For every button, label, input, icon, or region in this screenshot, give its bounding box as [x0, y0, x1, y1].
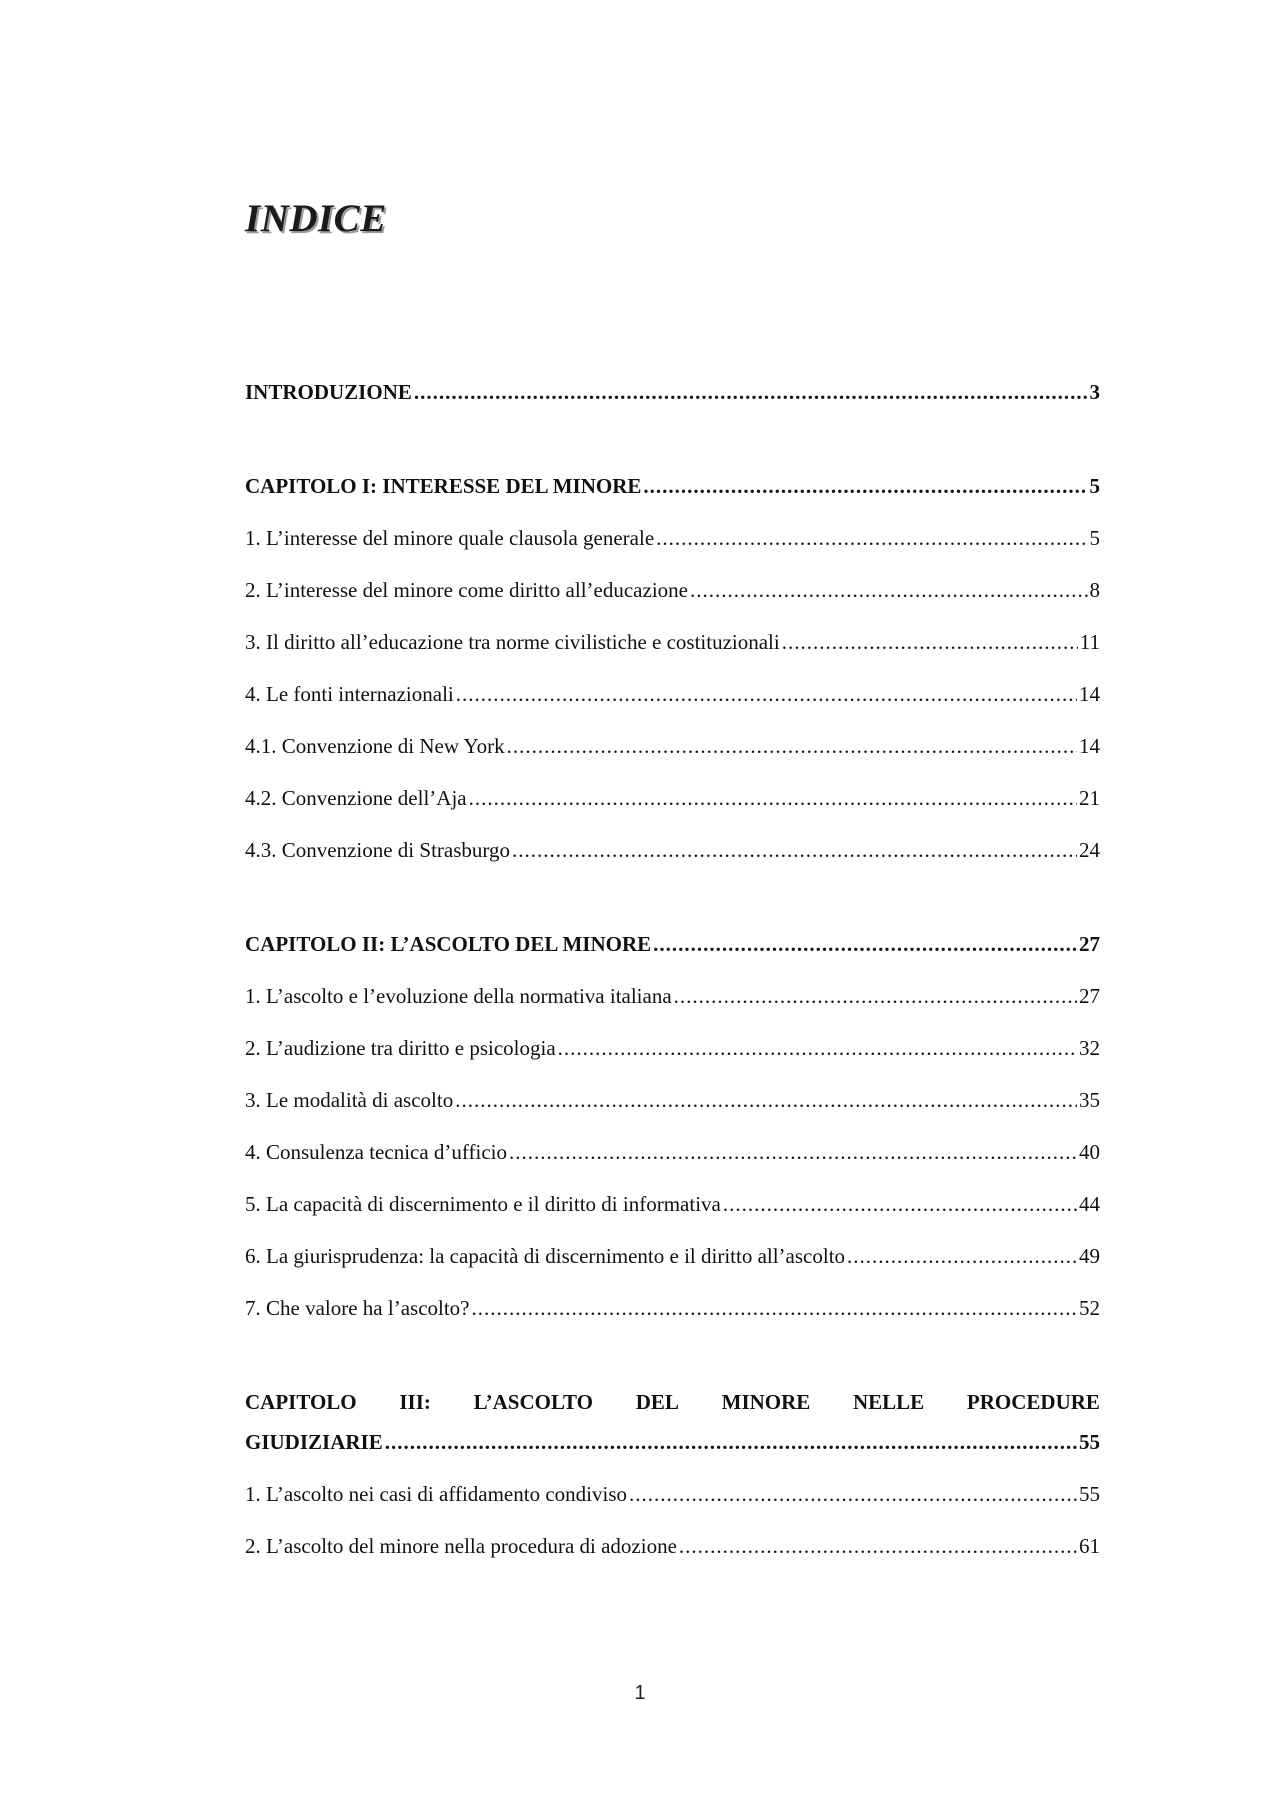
toc-entry-page: 8 — [1089, 578, 1100, 602]
heading-word: MINORE — [721, 1390, 811, 1414]
toc-entry-page: 35 — [1079, 1088, 1100, 1112]
toc-entry-label: 1. L’interesse del minore quale clausola generale — [245, 526, 655, 550]
dot-leader — [847, 1242, 1077, 1270]
toc-entry-chapter-1[interactable] — [245, 472, 1100, 500]
heading-word: CAPITOLO — [245, 1390, 357, 1414]
toc-entry-label: INTRODUZIONE — [245, 380, 412, 404]
toc-entry-section[interactable] — [245, 1086, 1100, 1114]
dot-leader — [385, 1428, 1077, 1456]
toc-entry-section[interactable] — [245, 784, 1100, 812]
heading-word: PROCEDURE — [966, 1390, 1100, 1414]
toc-entry-section[interactable] — [245, 1242, 1100, 1270]
dot-leader — [455, 1086, 1077, 1114]
dot-leader — [653, 930, 1077, 958]
toc-entry-label: 3. Le modalità di ascolto — [245, 1088, 454, 1112]
toc-entry-section[interactable] — [245, 836, 1100, 864]
dot-leader — [679, 1532, 1077, 1560]
toc-entry-label: 4.2. Convenzione dell’Aja — [245, 786, 467, 810]
toc-entry-section[interactable] — [245, 524, 1100, 552]
toc-entry-section[interactable] — [245, 982, 1100, 1010]
toc-entry-page: 27 — [1079, 984, 1100, 1008]
heading-word: III: — [399, 1390, 431, 1414]
toc-entry-page: 55 — [1079, 1482, 1100, 1506]
toc-entry-page: 14 — [1079, 682, 1100, 706]
toc-entry-label: 2. L’interesse del minore come diritto all’educazione — [245, 578, 688, 602]
dot-leader — [723, 1190, 1077, 1218]
dot-leader — [472, 1294, 1078, 1322]
dot-leader — [509, 1138, 1077, 1166]
toc-entry-page: 5 — [1089, 526, 1100, 550]
toc-entry-section[interactable] — [245, 732, 1100, 760]
toc-entry-page: 52 — [1079, 1296, 1100, 1320]
toc-entry-label: 4. Le fonti internazionali — [245, 682, 454, 706]
dot-leader — [690, 576, 1088, 604]
dot-leader — [629, 1480, 1077, 1508]
toc-entry-label: 6. La giurisprudenza: la capacità di discernimento e il diritto all’ascolto — [245, 1244, 846, 1268]
toc-entry-label: 5. La capacità di discernimento e il diritto di informativa — [245, 1192, 721, 1216]
toc-entry-section[interactable] — [245, 1294, 1100, 1322]
toc-entry-page: 32 — [1079, 1036, 1100, 1060]
dot-leader — [414, 378, 1088, 406]
toc-entry-label: 2. L’ascolto del minore nella procedura di adozione — [245, 1534, 677, 1558]
dot-leader — [456, 680, 1077, 708]
page-title: INDICE — [245, 197, 387, 240]
toc-entry-introduzione[interactable] — [245, 378, 1100, 406]
toc-entry-section[interactable] — [245, 1532, 1100, 1560]
toc-entry-chapter-3-heading-line[interactable] — [245, 1388, 1100, 1416]
toc-entry-page: 3 — [1089, 380, 1100, 404]
toc-entry-page: 21 — [1079, 786, 1100, 810]
toc-entry-page: 55 — [1079, 1430, 1100, 1454]
heading-word: DEL — [635, 1390, 679, 1414]
toc-entry-label: 1. L’ascolto nei casi di affidamento condiviso — [245, 1482, 627, 1506]
toc-entry-section[interactable] — [245, 628, 1100, 656]
dot-leader — [782, 628, 1078, 656]
toc-entry-label: GIUDIZIARIE — [245, 1430, 383, 1454]
dot-leader — [512, 836, 1077, 864]
toc-entry-label: 2. L’audizione tra diritto e psicologia — [245, 1036, 556, 1060]
toc-entry-page: 14 — [1079, 734, 1100, 758]
toc-entry-page: 24 — [1079, 838, 1100, 862]
toc-entry-page: 27 — [1079, 932, 1100, 956]
dot-leader — [558, 1034, 1077, 1062]
toc-entry-section[interactable] — [245, 576, 1100, 604]
dot-leader — [656, 524, 1087, 552]
dot-leader — [507, 732, 1077, 760]
table-of-contents — [245, 0, 1100, 1811]
heading-word: L’ASCOLTO — [473, 1390, 594, 1414]
toc-entry-label: CAPITOLO I: INTERESSE DEL MINORE — [245, 474, 642, 498]
toc-entry-page: 40 — [1079, 1140, 1100, 1164]
toc-entry-page: 61 — [1079, 1534, 1100, 1558]
dot-leader — [674, 982, 1077, 1010]
dot-leader — [469, 784, 1077, 812]
toc-entry-label: 3. Il diritto all’educazione tra norme civilistiche e costituzionali — [245, 630, 780, 654]
toc-entry-section[interactable] — [245, 1034, 1100, 1062]
toc-entry-label: 4.3. Convenzione di Strasburgo — [245, 838, 511, 862]
dot-leader — [643, 472, 1087, 500]
toc-entry-section[interactable] — [245, 1138, 1100, 1166]
toc-entry-page: 5 — [1089, 474, 1100, 498]
toc-entry-label: 1. L’ascolto e l’evoluzione della normativa italiana — [245, 984, 672, 1008]
toc-entry-page: 49 — [1079, 1244, 1100, 1268]
toc-entry-chapter-2[interactable] — [245, 930, 1100, 958]
heading-word: NELLE — [853, 1390, 925, 1414]
toc-entry-page: 11 — [1079, 630, 1100, 654]
toc-entry-label: 4. Consulenza tecnica d’ufficio — [245, 1140, 508, 1164]
toc-entry-section[interactable] — [245, 1480, 1100, 1508]
page-number: 1 — [634, 1682, 646, 1704]
toc-entry-label: CAPITOLO II: L’ASCOLTO DEL MINORE — [245, 932, 652, 956]
toc-entry-chapter-3[interactable] — [245, 1428, 1100, 1456]
toc-entry-section[interactable] — [245, 1190, 1100, 1218]
toc-entry-section[interactable] — [245, 680, 1100, 708]
toc-entry-page: 44 — [1079, 1192, 1100, 1216]
toc-entry-label: 7. Che valore ha l’ascolto? — [245, 1296, 470, 1320]
toc-entry-label: 4.1. Convenzione di New York — [245, 734, 505, 758]
